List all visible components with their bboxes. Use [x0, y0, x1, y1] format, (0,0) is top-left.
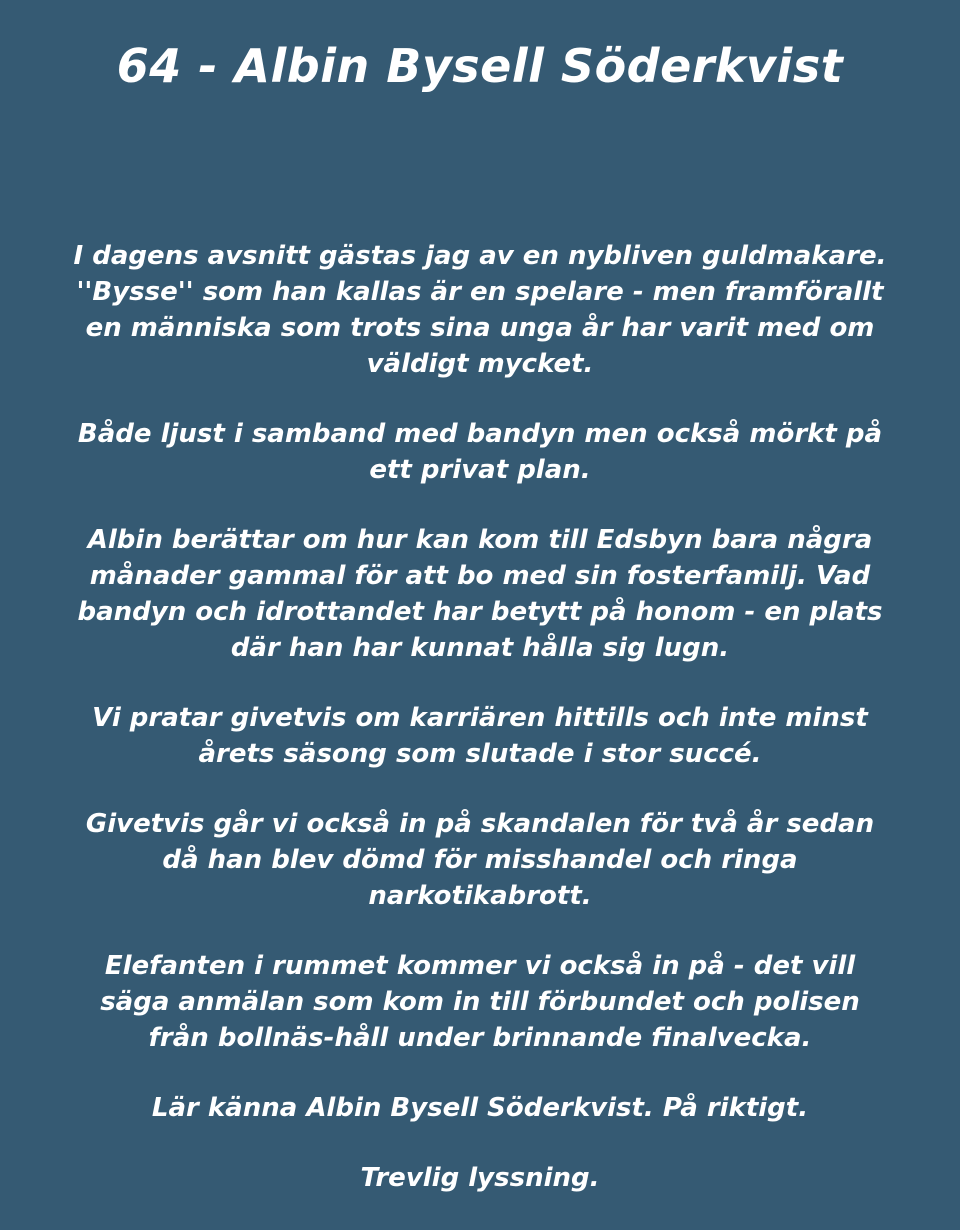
paragraph-light-dark: [30, 416, 930, 488]
text-line: Givetvis går vi också in på skandalen för två år sedan: [85, 809, 875, 839]
text-line: bandyn och idrottandet har betytt på honom - en plats: [77, 597, 883, 627]
text-line: månader gammal för att bo med sin fosterfamilj. Vad: [89, 561, 871, 591]
text-line: från bollnäs-håll under brinnande finalvecka.: [148, 1023, 812, 1053]
text-line: Lär känna Albin Bysell Söderkvist. På riktigt.: [151, 1093, 809, 1123]
text-line: väldigt mycket.: [366, 349, 594, 379]
paragraph-intro: [30, 238, 930, 382]
paragraph-career: [30, 700, 930, 772]
text-line: Vi pratar givetvis om karriären hittills och inte minst: [92, 703, 868, 733]
text-line: I dagens avsnitt gästas jag av en nybliven guldmakare.: [73, 241, 887, 271]
paragraph-elephant: [30, 948, 930, 1056]
episode-description: [30, 238, 930, 1230]
paragraph-scandal: [30, 806, 930, 914]
text-line: då han blev dömd för misshandel och ringa: [162, 845, 798, 875]
text-line: narkotikabrott.: [368, 881, 592, 911]
text-line: ett privat plan.: [369, 455, 591, 485]
paragraph-get-to-know: [30, 1090, 930, 1126]
episode-title: 64 - Albin Bysell Söderkvist: [116, 39, 844, 93]
text-line: årets säsong som slutade i stor succé.: [198, 739, 762, 769]
text-line: Trevlig lyssning.: [360, 1163, 600, 1193]
text-line: där han har kunnat hålla sig lugn.: [230, 633, 730, 663]
text-line: en människa som trots sina unga år har varit med om: [85, 313, 875, 343]
text-line: Elefanten i rummet kommer vi också in på - det vill: [104, 951, 856, 981]
paragraph-signoff: [30, 1160, 930, 1196]
text-line: Albin berättar om hur kan kom till Edsbyn bara några: [87, 525, 873, 555]
text-line: ''Bysse'' som han kallas är en spelare - men framförallt: [76, 277, 884, 307]
text-line: Både ljust i samband med bandyn men också mörkt på: [77, 419, 883, 449]
text-line: säga anmälan som kom in till förbundet och polisen: [100, 987, 860, 1017]
paragraph-background: [30, 522, 930, 666]
